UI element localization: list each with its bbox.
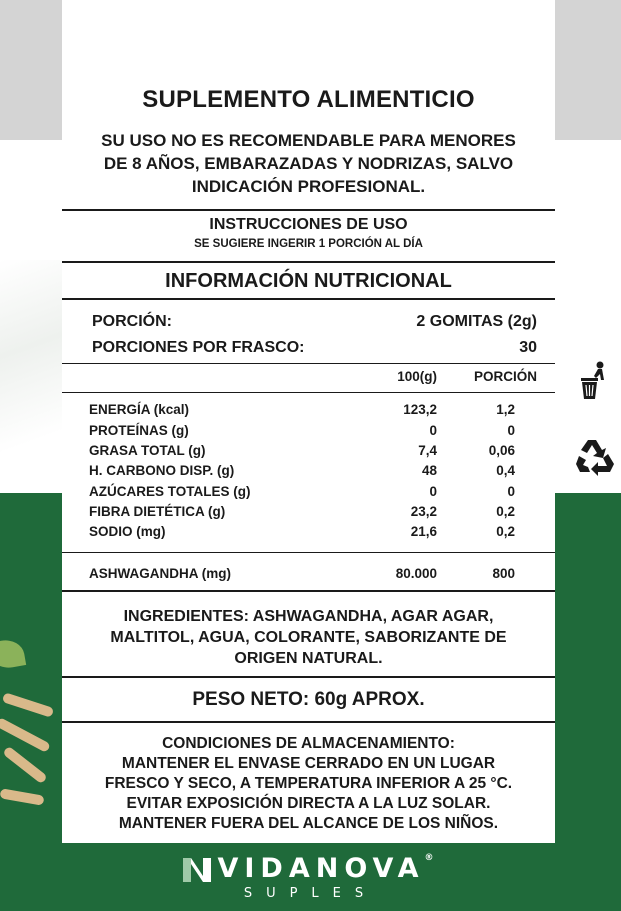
nutrient-name: SODIO (mg) (89, 524, 166, 539)
ingredients-line: MALTITOL, AGUA, COLORANTE, SABORIZANTE DE (110, 629, 507, 646)
nutrient-per100: 80.000 (395, 566, 437, 581)
column-header-100g: 100(g) (397, 369, 437, 384)
storage-line: MANTENER EL ENVASE CERRADO EN UN LUGAR (121, 755, 496, 772)
background-gray-right (555, 0, 621, 140)
brand-logo-icon (181, 856, 213, 884)
nutrient-per100: 21,6 (410, 524, 437, 539)
nutrient-per100: 48 (421, 463, 437, 478)
divider (62, 363, 555, 364)
nutrient-per100: 7,4 (418, 443, 437, 458)
nutrient-portion: 0 (507, 484, 515, 499)
nutrient-name: ASHWAGANDHA (mg) (89, 566, 231, 581)
nutrient-portion: 800 (492, 566, 515, 581)
table-row (62, 443, 555, 463)
storage-line: CONDICIONES DE ALMACENAMIENTO: (162, 735, 455, 752)
table-row (62, 484, 555, 504)
nutrient-per100: 23,2 (410, 504, 437, 519)
storage-line: MANTENER FUERA DEL ALCANCE DE LOS NIÑOS. (118, 815, 499, 832)
nutrient-portion: 0,06 (488, 443, 515, 458)
nutrient-portion: 1,2 (496, 402, 515, 417)
nutrient-portion: 0,4 (496, 463, 515, 478)
divider (62, 392, 555, 393)
brand-name: VIDANOVA (217, 853, 425, 884)
divider (62, 676, 555, 678)
servings-value: 30 (519, 339, 537, 356)
nutrient-name: H. CARBONO DISP. (g) (89, 463, 235, 478)
nutrient-per100: 0 (429, 423, 437, 438)
ingredients-text (77, 606, 540, 669)
ingredients-line: ORIGEN NATURAL. (234, 650, 383, 667)
recycle-icon (574, 436, 616, 476)
nutrient-name: PROTEÍNAS (g) (89, 423, 189, 438)
brand-block (0, 853, 621, 901)
table-row (62, 524, 555, 544)
table-row-ashwagandha (62, 566, 555, 586)
divider (62, 261, 555, 263)
trash-bin-person-icon (578, 360, 610, 400)
divider (62, 590, 555, 592)
nutrient-name: FIBRA DIETÉTICA (g) (89, 504, 226, 519)
warning-line: DE 8 AÑOS, EMBARAZADAS Y NODRIZAS, SALVO (103, 154, 514, 173)
background-gray-left (0, 0, 62, 140)
column-header-portion: PORCIÓN (473, 369, 537, 384)
brand-subtitle: SUPLES (243, 886, 378, 901)
storage-line: FRESCO Y SECO, A TEMPERATURA INFERIOR A 25 °C. (104, 775, 513, 792)
table-row (62, 504, 555, 524)
portion-value: 2 GOMITAS (2g) (416, 313, 537, 330)
table-row (62, 402, 555, 422)
nutrient-per100: 0 (429, 484, 437, 499)
net-weight: PESO NETO: 60g APROX. (192, 689, 425, 710)
storage-conditions (72, 734, 545, 834)
background-leaf-left (0, 260, 62, 480)
warning-line: INDICACIÓN PROFESIONAL. (191, 177, 426, 196)
table-row (62, 423, 555, 443)
nutrient-portion: 0,2 (496, 524, 515, 539)
ingredients-line: INGREDIENTES: ASHWAGANDHA, AGAR AGAR, (123, 608, 494, 625)
brand-logo (0, 853, 621, 884)
nutrient-name: AZÚCARES TOTALES (g) (89, 484, 251, 499)
warning-line: SU USO NO ES RECOMENDABLE PARA MENORES (101, 131, 516, 150)
divider (62, 552, 555, 553)
servings-label: PORCIONES POR FRASCO: (92, 339, 305, 356)
storage-line: EVITAR EXPOSICIÓN DIRECTA A LA LUZ SOLAR. (126, 795, 491, 812)
brand-registered-mark: ® (424, 853, 440, 863)
nutrient-name: ENERGÍA (kcal) (89, 402, 190, 417)
label-panel (62, 0, 555, 843)
divider (62, 209, 555, 211)
portion-label: PORCIÓN: (92, 313, 172, 330)
divider (62, 721, 555, 723)
divider (62, 298, 555, 300)
nutrient-per100: 123,2 (403, 402, 437, 417)
page-title: SUPLEMENTO ALIMENTICIO (142, 86, 475, 113)
nutrient-portion: 0,2 (496, 504, 515, 519)
warning-text (82, 129, 535, 198)
instructions-subtitle: SE SUGIERE INGERIR 1 PORCIÓN AL DÍA (194, 238, 423, 250)
nutrient-portion: 0 (507, 423, 515, 438)
table-header (62, 369, 555, 389)
nutrition-title: INFORMACIÓN NUTRICIONAL (165, 270, 452, 292)
instructions-title: INSTRUCCIONES DE USO (209, 216, 408, 233)
nutrient-name: GRASA TOTAL (g) (89, 443, 206, 458)
table-row (62, 463, 555, 483)
